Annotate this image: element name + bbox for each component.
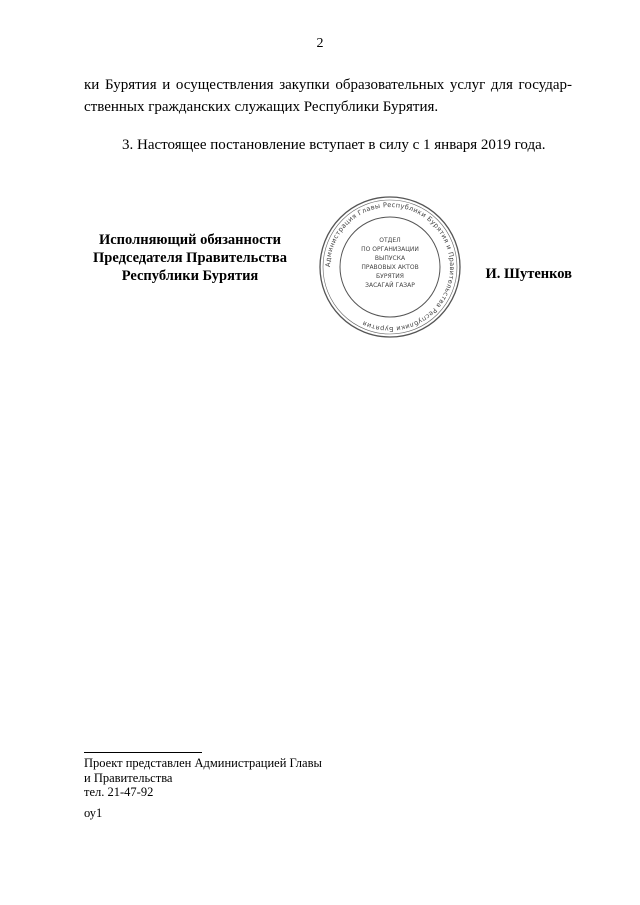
seal-inner-line-1: ОТДЕЛ <box>379 237 401 244</box>
signer-title-line-3: Республики Бурятия <box>121 268 259 284</box>
signer-name: И. Шутенков <box>485 266 572 282</box>
signer-title-line-2: Председателя Правительства <box>93 250 287 266</box>
seal-outer-text: Администрация Главы Республики Бурятия и Правительства Республики Бурятия <box>323 200 457 334</box>
paragraph-line-1: ки Бурятия и осуществления закупки образовательных услуг для государ- <box>84 77 572 93</box>
footer-line-2: и Правительства <box>84 770 173 785</box>
seal-inner-line-3: ВЫПУСКА <box>374 255 406 262</box>
footer-divider <box>84 752 202 753</box>
seal-inner-line-4: ПРАВОВЫХ АКТОВ <box>361 264 419 271</box>
paragraph-continuation <box>84 74 572 118</box>
footer-phone: тел. 21-47-92 <box>84 785 154 799</box>
paragraph-line-2: ственных гражданских служащих Республики Бурятия. <box>84 99 439 115</box>
signer-title <box>60 231 320 285</box>
seal-inner-line-6: ЗАСАГАЙ ГАЗАР <box>365 282 415 289</box>
seal-inner-line-5: БУРЯТИЯ <box>376 273 404 280</box>
footer-note <box>84 756 322 800</box>
signer-title-line-1: Исполняющий обязанности <box>98 232 282 248</box>
page-number: 2 <box>316 36 324 51</box>
footer-line-1: Проект представлен Администрацией Главы <box>84 756 322 770</box>
official-seal-stamp <box>316 193 464 341</box>
point-3-effective-date: 3. Настоящее постановление вступает в силу с 1 января 2019 года. <box>122 137 546 153</box>
seal-inner-line-2: ПО ОРГАНИЗАЦИИ <box>361 246 419 253</box>
footer-code: оу1 <box>84 806 103 820</box>
